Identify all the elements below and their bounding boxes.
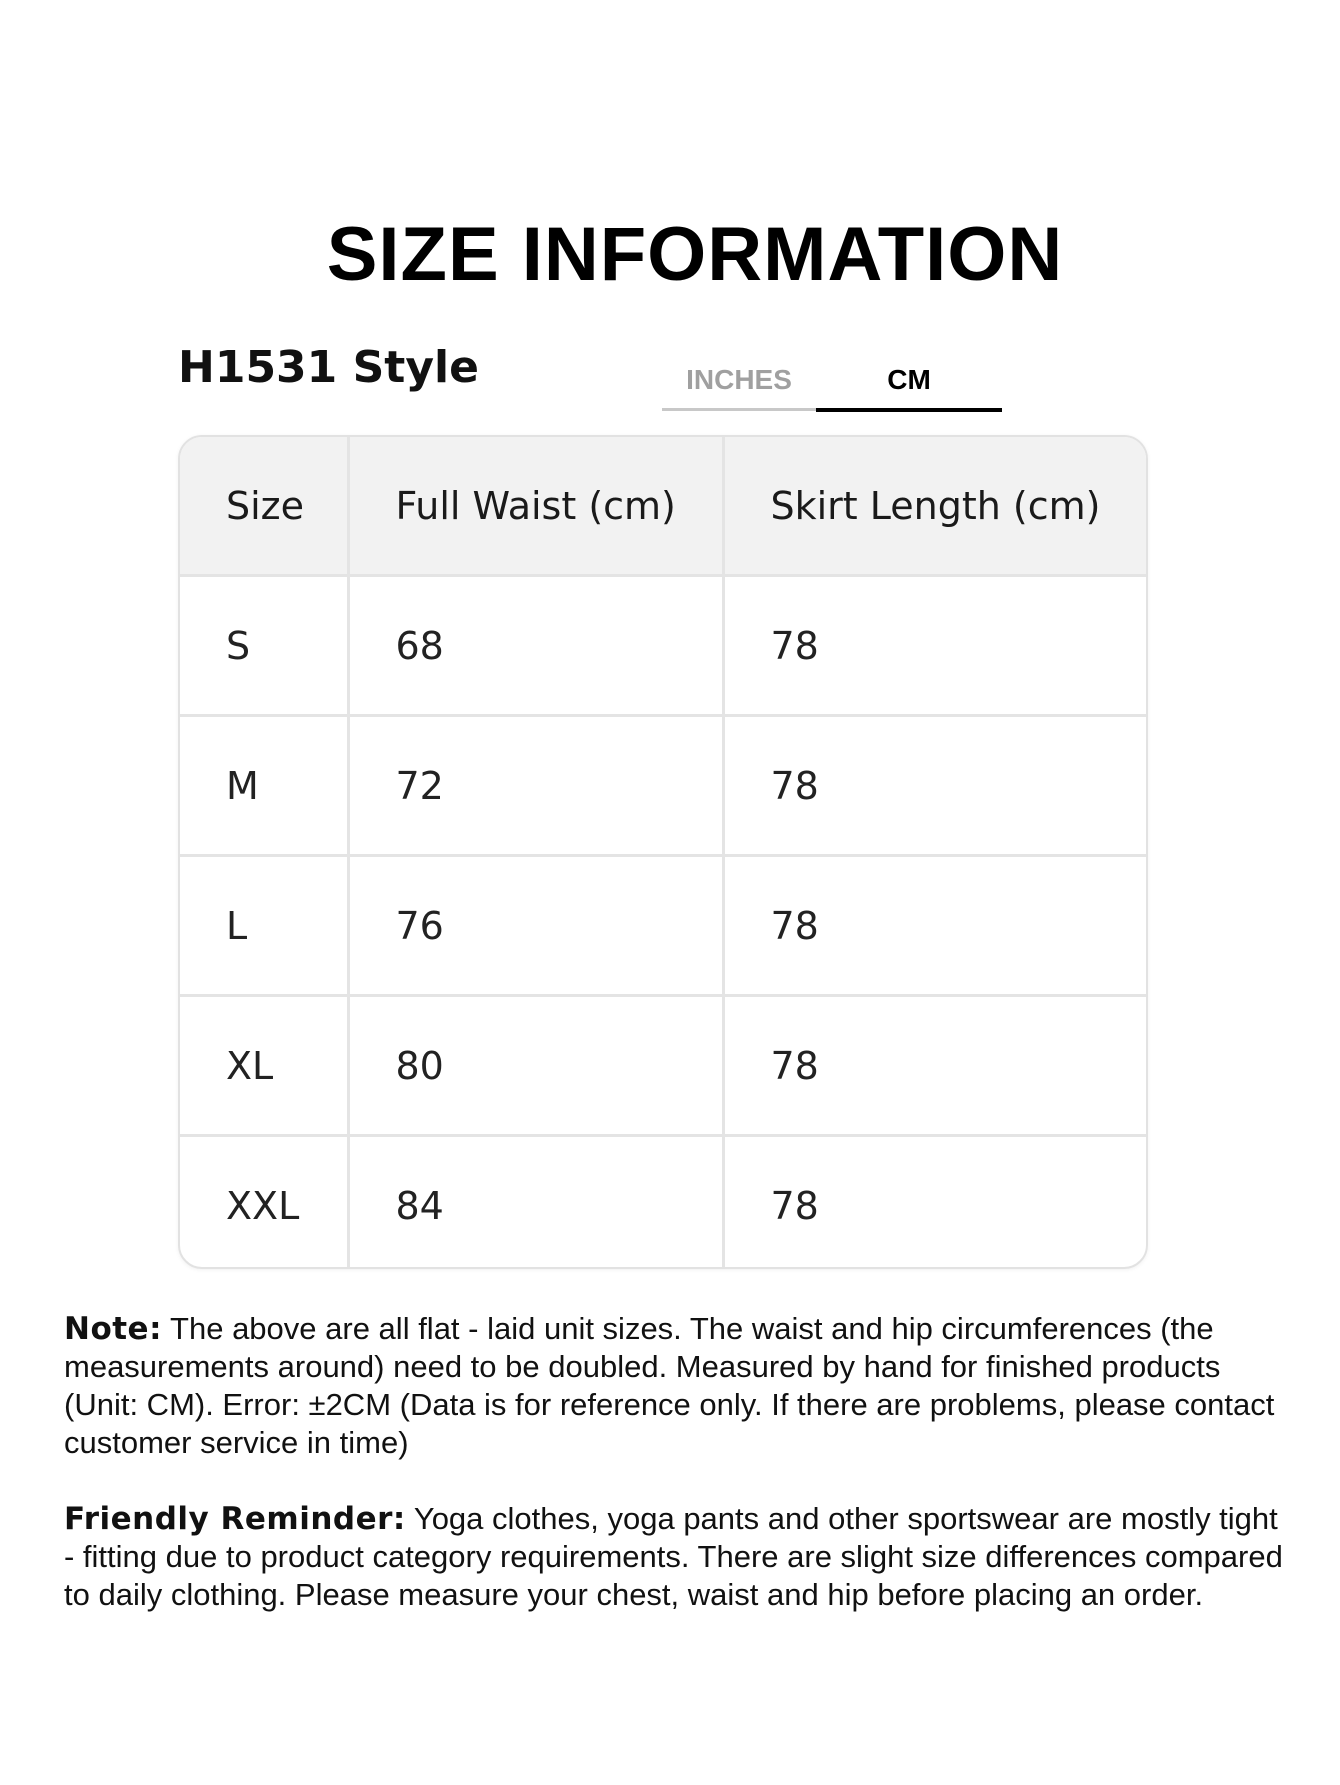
size-table-container [178, 435, 1148, 1269]
style-title: H1531 Style [178, 342, 479, 393]
column-header-skirt-length: Skirt Length (cm) [723, 437, 1146, 576]
reminder-text: Yoga clothes, yoga pants and other sportswear are mostly tight - fitting due to product category requirements. There are slight size differences compared to daily clothing. Please measure your chest, waist and hip before placing an order. [64, 1501, 1283, 1612]
reminder-label: Friendly Reminder: [64, 1501, 406, 1537]
cell-skirt-length: 78 [723, 576, 1146, 716]
cell-full-waist: 80 [348, 996, 723, 1136]
cell-size: XXL [180, 1136, 348, 1270]
cell-full-waist: 72 [348, 716, 723, 856]
column-header-size: Size [180, 437, 348, 576]
size-table [180, 437, 1146, 1269]
unit-tabs [662, 352, 1002, 412]
note-text: The above are all flat - laid unit sizes. The waist and hip circumferences (the measurements around) need to be doubled. Measured by hand for finished products (Unit: CM). Error: ±2CM (Data is for reference only. If there are problems, please contact customer service in time) [64, 1311, 1275, 1460]
page-title: SIZE INFORMATION [326, 212, 1064, 297]
cell-size: XL [180, 996, 348, 1136]
cell-skirt-length: 78 [770, 1183, 819, 1228]
cell-size: S [180, 576, 348, 716]
cell-skirt-length: 78 [723, 716, 1146, 856]
cell-size: L [180, 856, 348, 996]
table-header-row [180, 437, 1146, 576]
cell-full-waist: 84 [348, 1136, 723, 1270]
table-row [180, 1136, 1146, 1270]
reminder-paragraph [64, 1500, 1284, 1614]
notes-section [64, 1310, 1284, 1652]
table-row [180, 576, 1146, 716]
cell-size: M [180, 716, 348, 856]
table-row [180, 856, 1146, 996]
table-row [180, 996, 1146, 1136]
table-row [180, 716, 1146, 856]
cell-full-waist: 68 [348, 576, 723, 716]
cell-skirt-length: 78 [723, 996, 1146, 1136]
cell-full-waist: 76 [348, 856, 723, 996]
column-header-full-waist: Full Waist (cm) [348, 437, 723, 576]
tab-inches[interactable]: INCHES [662, 352, 816, 411]
note-paragraph [64, 1310, 1284, 1462]
note-label: Note: [64, 1311, 162, 1347]
cell-skirt-length: 78 [723, 856, 1146, 996]
tab-cm[interactable]: CM [816, 352, 1002, 412]
